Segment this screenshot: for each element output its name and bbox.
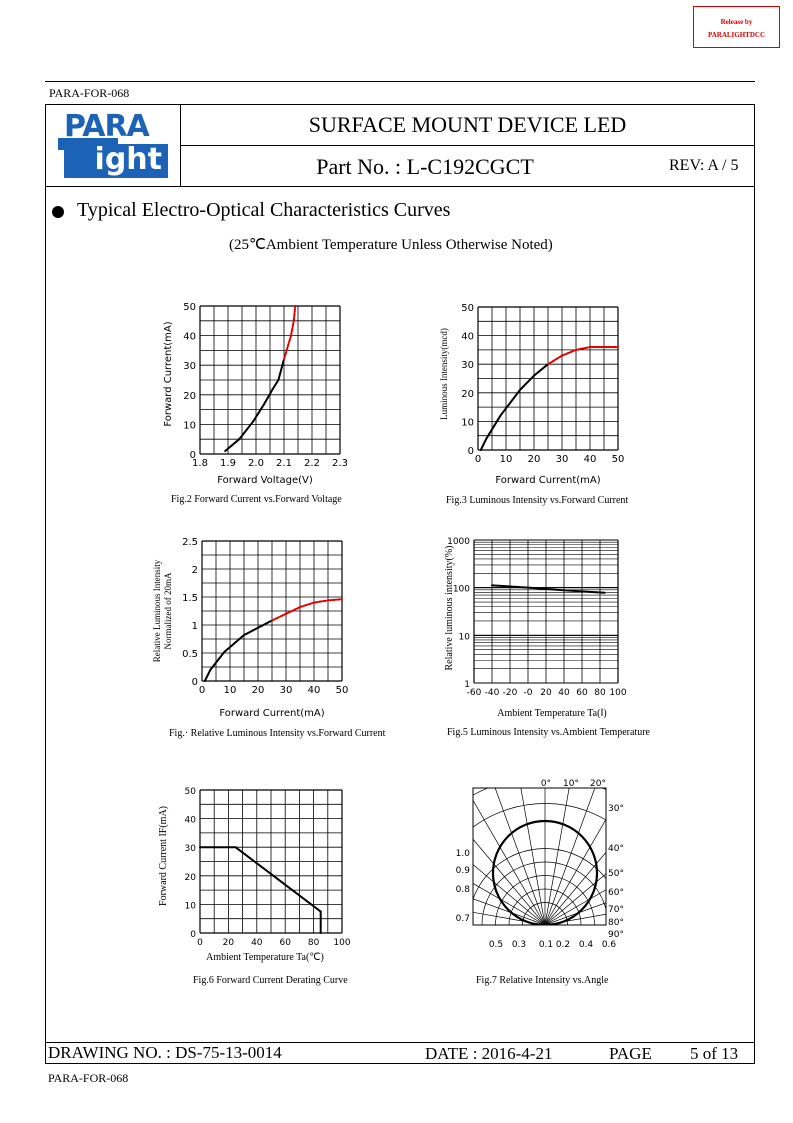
polar-angle-label: 20°	[590, 779, 606, 789]
y-tick-label: 30	[183, 361, 196, 373]
x-tick-label: 2.0	[248, 458, 264, 469]
series-segment	[548, 356, 562, 365]
x-tick-label: 2.1	[276, 458, 292, 469]
series-segment	[224, 635, 244, 652]
release-stamp	[693, 6, 780, 48]
y-tick-label: 30	[184, 844, 196, 855]
x-tick-label: 40	[251, 938, 263, 948]
y-tick-label: 0	[467, 446, 474, 457]
x-tick-label: -60	[466, 688, 482, 698]
x-tick-label: 0	[197, 938, 203, 948]
polar-scale-label: 0.2	[555, 940, 571, 950]
fig4-caption: Fig.· Relative Luminous Intensity vs.Forward Current	[169, 728, 386, 739]
polar-angle-line	[545, 895, 650, 925]
fig2-x-axis-label: Forward Voltage(V)	[217, 475, 313, 486]
part-number: Part No. : L-C192CGCT	[316, 154, 534, 179]
fig6-x-axis-label: Ambient Temperature Ta(℃)	[206, 952, 324, 963]
y-tick-label: 1	[464, 680, 470, 690]
x-tick-label: 40	[307, 685, 321, 696]
x-tick-label: 50	[611, 454, 625, 465]
series-segment	[481, 439, 487, 450]
polar-radius-label: 0.9	[455, 866, 470, 876]
document-date: DATE : 2016-4-21	[425, 1044, 553, 1063]
logo-para-text: PARA	[64, 109, 149, 144]
polar-angle-label: 70°	[608, 905, 624, 915]
x-tick-label: -0	[523, 688, 533, 698]
polar-angle-label: 60°	[608, 888, 624, 898]
x-tick-label: 20	[222, 938, 235, 948]
polar-scale-label: 0.6	[601, 940, 617, 950]
polar-angle-line	[545, 775, 603, 925]
series-segment	[486, 416, 500, 439]
y-tick-label: 50	[184, 787, 196, 797]
x-tick-label: 1.8	[192, 458, 208, 469]
document-title: SURFACE MOUNT DEVICE LED	[308, 112, 627, 137]
series-segment	[264, 389, 272, 404]
fig4-y-axis-label	[152, 559, 173, 662]
y-tick-label: 1000	[447, 537, 470, 547]
polar-angle-label: 90°	[608, 930, 624, 940]
y-tick-label: 40	[461, 331, 474, 343]
polar-angle-line	[545, 795, 650, 925]
polar-angle-line	[440, 795, 545, 925]
x-tick-label: 0	[198, 685, 206, 696]
y-tick-label: 0	[189, 450, 196, 461]
fig5-x-axis-label: Ambient Temperature Ta(Ⅰ)	[497, 708, 607, 719]
polar-scale-label: 0.4	[578, 940, 594, 950]
fig4-x-axis-label: Forward Current(mA)	[219, 708, 325, 719]
header-bottom-rule	[45, 186, 755, 187]
chart-fig7	[440, 775, 650, 955]
polar-scale-label: 0.5	[488, 940, 504, 950]
x-tick-label: 0	[474, 454, 482, 465]
top-rule	[45, 81, 755, 82]
stamp-line-1: Release by	[720, 18, 753, 26]
fig3-x-axis-label: Forward Current(mA)	[495, 475, 601, 486]
polar-angle-label: 30°	[608, 804, 624, 814]
x-tick-label: 30	[555, 454, 569, 465]
bullet-icon	[52, 206, 64, 218]
x-tick-label: 60	[279, 938, 291, 948]
polar-angle-line	[487, 775, 545, 925]
y-tick-label: 50	[461, 303, 474, 314]
y-tick-label: 50	[183, 302, 196, 313]
y-tick-label: 0	[190, 930, 196, 940]
series-segment	[576, 347, 590, 350]
x-tick-label: 2.2	[304, 458, 320, 469]
revision: REV: A / 5	[669, 157, 739, 174]
chart-fig6	[150, 782, 370, 968]
polar-radius-label: 0.8	[455, 885, 470, 895]
y-tick-label: 10	[184, 901, 196, 912]
x-tick-label: 10	[499, 454, 513, 465]
x-tick-label: 10	[223, 685, 237, 696]
series-segment	[500, 390, 520, 416]
x-tick-label: 80	[594, 688, 606, 698]
series-segment	[205, 670, 211, 681]
polar-radius-label: 0.7	[455, 914, 470, 924]
series-segment	[284, 336, 291, 360]
y-tick-label: 1.5	[182, 593, 198, 604]
drawing-number: DRAWING NO. : DS-75-13-0014	[48, 1043, 282, 1062]
fig5-caption: Fig.5 Luminous Intensity vs.Ambient Temperature	[447, 727, 650, 738]
x-tick-label: 2.3	[332, 458, 348, 469]
x-tick-label: 20	[527, 454, 541, 465]
y-tick-label: 0	[191, 677, 198, 688]
y-tick-label: 10	[458, 632, 470, 643]
y-tick-label: 0.5	[182, 649, 198, 660]
polar-angle-label: 10°	[563, 779, 579, 789]
x-tick-label: 20	[540, 688, 552, 698]
page-label: PAGE	[609, 1044, 652, 1063]
y-tick-label: 30	[461, 360, 474, 372]
fig3-caption: Fig.3 Luminous Intensity vs.Forward Current	[446, 495, 629, 506]
series-segment	[244, 628, 258, 635]
polar-scale-label: 0.3	[511, 940, 527, 950]
y-tick-label: 20	[184, 872, 196, 883]
x-tick-label: 100	[333, 938, 351, 948]
x-tick-label: 40	[583, 454, 597, 465]
x-tick-label: 60	[576, 688, 588, 698]
x-tick-label: 80	[307, 938, 320, 948]
y-tick-label: 20	[461, 388, 474, 400]
x-tick-label: 40	[558, 688, 570, 698]
polar-scale-label: 0.1	[538, 940, 554, 950]
fig7-caption: Fig.7 Relative Intensity vs.Angle	[476, 975, 609, 986]
stamp-line-2: PARALIGHTDCC	[707, 31, 766, 39]
series-segment	[273, 380, 279, 389]
header-mid-rule	[180, 145, 755, 146]
x-tick-label: 30	[279, 685, 293, 696]
fig6-caption: Fig.6 Forward Current Derating Curve	[193, 975, 348, 986]
x-tick-label: 50	[335, 685, 349, 696]
x-tick-label: -40	[484, 688, 500, 698]
page-number: 5 of 13	[690, 1044, 739, 1063]
series-segment	[291, 321, 294, 336]
series-segment	[562, 350, 576, 356]
series-segment	[236, 847, 321, 911]
fig2-caption: Fig.2 Forward Current vs.Forward Voltage	[171, 494, 342, 505]
series-segment	[300, 603, 314, 607]
y-tick-label: 100	[452, 584, 470, 595]
series-segment	[258, 621, 272, 628]
series-segment	[225, 439, 239, 451]
polar-angle-label: 40°	[608, 844, 624, 854]
polar-radius-label: 1.0	[455, 849, 470, 859]
form-code-bottom: PARA-FOR-068	[48, 1071, 129, 1085]
chart-fig5	[430, 530, 650, 722]
fig3-y-axis-label: Luminous Intensity(mcd)	[439, 328, 449, 420]
section-heading: Typical Electro-Optical Characteristics Curves	[77, 199, 451, 221]
y-tick-label: 2.5	[182, 537, 198, 548]
section-subheading: (25℃Ambient Temperature Unless Otherwise Noted)	[229, 237, 553, 253]
chart-fig4	[140, 530, 380, 722]
x-tick-label: 20	[251, 685, 265, 696]
polar-angle-label: 0°	[540, 779, 552, 789]
fig2-y-axis-label: Forward Current(mA)	[163, 321, 174, 427]
polar-angle-label: 80°	[608, 918, 624, 928]
x-tick-label: 100	[609, 688, 627, 698]
series-segment	[294, 306, 295, 321]
form-code-top: PARA-FOR-068	[49, 86, 130, 100]
y-tick-label: 40	[183, 331, 196, 343]
y-tick-label: 20	[183, 390, 196, 402]
y-tick-label: 1	[191, 621, 198, 632]
fig4-y-label-line: Relative Luminous Intensity	[152, 559, 162, 663]
series-segment	[272, 614, 286, 621]
series-segment	[286, 607, 300, 614]
x-tick-label: -20	[502, 688, 518, 698]
fig4-y-label-line: Normalized of 20mA	[163, 572, 173, 650]
series-segment	[278, 359, 284, 380]
y-tick-label: 40	[184, 815, 196, 826]
x-tick-label: 1.9	[220, 458, 236, 469]
polar-angle-label: 50°	[608, 869, 624, 879]
logo-light-text: ight	[94, 142, 162, 177]
company-logo	[58, 110, 170, 180]
y-tick-label: 10	[183, 420, 196, 432]
y-tick-label: 2	[191, 565, 198, 576]
series-segment	[328, 599, 342, 600]
fig5-y-axis-label: Relative luminous intensity(%)	[444, 545, 455, 671]
series-segment	[314, 600, 328, 602]
chart-fig2	[150, 296, 390, 488]
series-segment	[520, 376, 534, 390]
series-segment	[534, 364, 548, 375]
fig6-y-axis-label: Forward Current IF(mA)	[158, 806, 169, 906]
chart-fig3	[430, 296, 650, 488]
y-tick-label: 10	[461, 417, 474, 429]
series-segment	[253, 404, 264, 422]
